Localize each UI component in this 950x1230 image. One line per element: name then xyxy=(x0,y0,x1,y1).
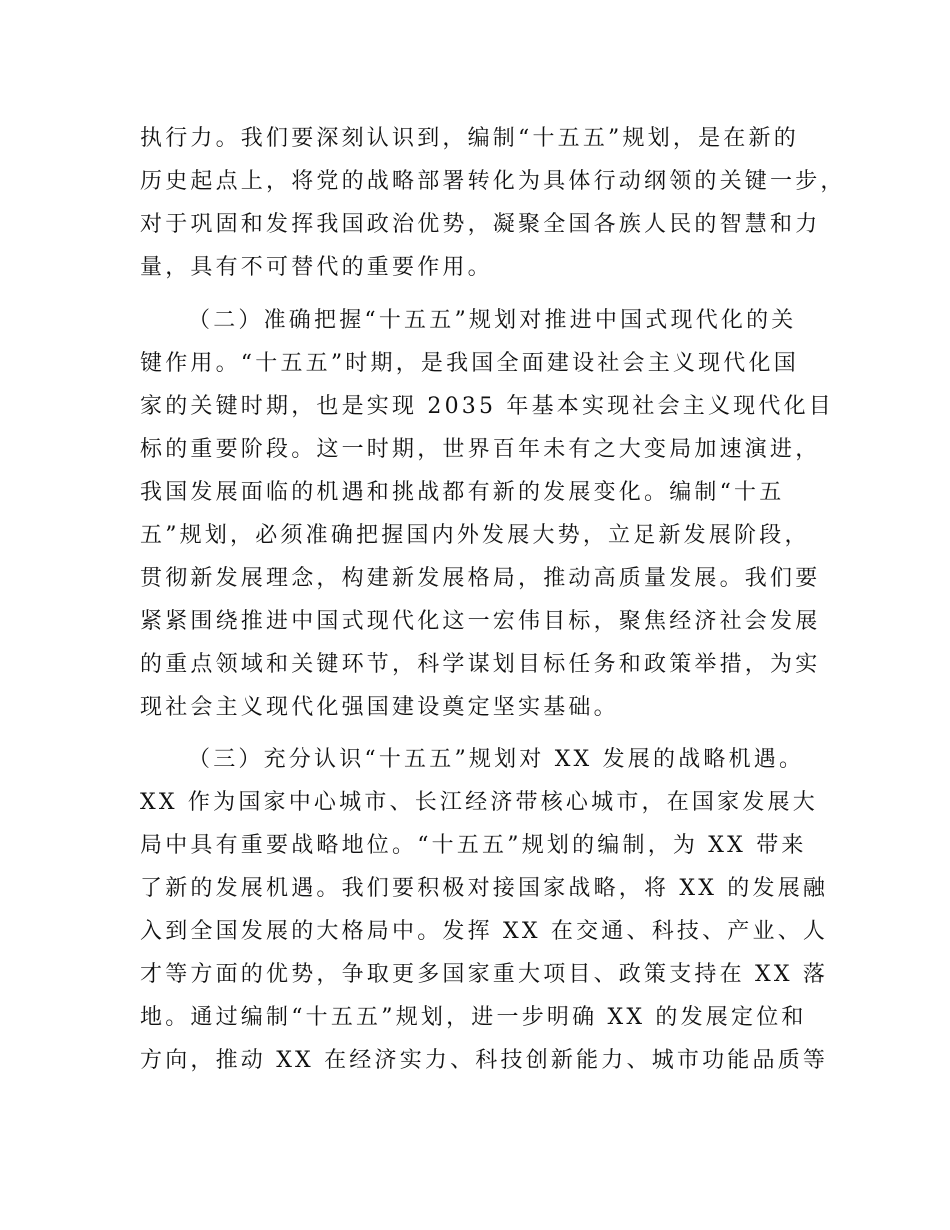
text-line: 贯彻新发展理念，构建新发展格局，推动高质量发展。我们要 xyxy=(140,566,821,591)
paragraph-3 xyxy=(140,738,829,1082)
text-line: 执行力。我们要深刻认识到，编制“十五五”规划，是在新的 xyxy=(140,126,799,151)
paragraph-1 xyxy=(140,117,846,289)
text-line: 局中具有重要战略地位。“十五五”规划的编制，为 XX 带来 xyxy=(140,833,807,858)
text-line: 键作用。“十五五”时期，是我国全面建设社会主义现代化国 xyxy=(140,351,799,376)
text-line: 标的重要阶段。这一时期，世界百年未有之大变局加速演进， xyxy=(140,437,821,462)
text-line: 方向，推动 XX 在经济实力、科技创新能力、城市功能品质等 xyxy=(140,1048,829,1073)
paragraph-2 xyxy=(140,299,834,729)
text-line: 我国发展面临的机遇和挑战都有新的发展变化。编制“十五 xyxy=(140,480,785,505)
text-line: 紧紧围绕推进中国式现代化这一宏伟目标，聚焦经济社会发展 xyxy=(140,609,821,634)
section-heading-line: （二）准确把握“十五五”规划对推进中国式现代化的关 xyxy=(188,308,797,333)
text-line: 入到全国发展的大格局中。发挥 XX 在交通、科技、产业、人 xyxy=(140,919,829,944)
text-line: 才等方面的优势，争取更多国家重大项目、政策支持在 XX 落 xyxy=(140,962,829,987)
text-line: 历史起点上，将党的战略部署转化为具体行动纲领的关键一步， xyxy=(140,169,846,194)
text-line: 了新的发展机遇。我们要积极对接国家战略，将 XX 的发展融 xyxy=(140,876,829,901)
text-line: 五”规划，必须准确把握国内外发展大势，立足新发展阶段， xyxy=(140,523,810,548)
text-line: 的重点领域和关键环节，科学谋划目标任务和政策举措，为实 xyxy=(140,652,821,677)
text-line: XX 作为国家中心城市、长江经济带核心城市，在国家发展大 xyxy=(140,790,818,815)
section-heading-line: （三）充分认识“十五五”规划对 XX 发展的战略机遇。 xyxy=(188,747,805,772)
text-line: 量，具有不可替代的重要作用。 xyxy=(140,255,493,280)
text-line: 现社会主义现代化强国建设奠定坚实基础。 xyxy=(140,695,619,720)
text-line: 对于巩固和发挥我国政治优势，凝聚全国各族人民的智慧和力 xyxy=(140,212,821,237)
text-line: 地。通过编制“十五五”规划，进一步明确 XX 的发展定位和 xyxy=(140,1005,807,1030)
text-line: 家的关键时期，也是实现 2035 年基本实现社会主义现代化目 xyxy=(140,394,834,419)
